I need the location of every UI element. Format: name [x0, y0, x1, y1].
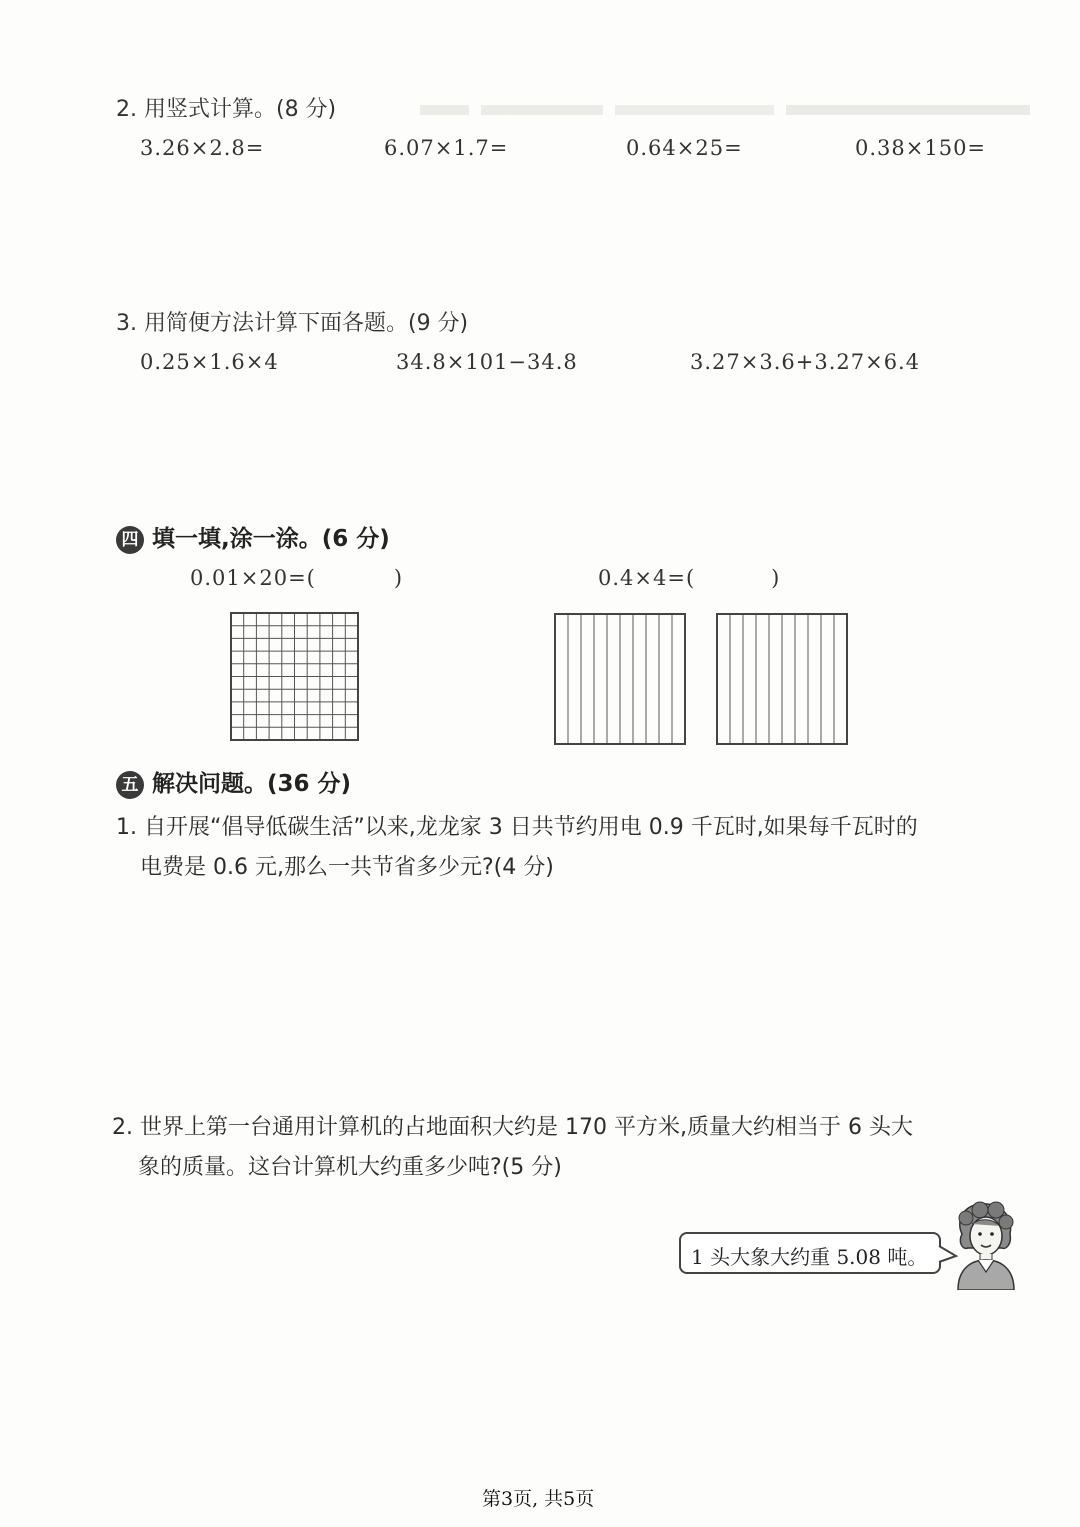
simplify-expression-3: 3.27×3.6+3.27×6.4: [690, 350, 921, 374]
problem-2-line-2: 象的质量。这台计算机大约重多少吨?(5 分): [138, 1155, 562, 1180]
page-footer: 第3页, 共5页: [482, 1488, 595, 1510]
fill-expression-left-close: ): [393, 566, 404, 590]
bleed-through-shadow: [420, 98, 1030, 122]
speech-bubble: [679, 1232, 941, 1274]
calc-expression-2: 6.07×1.7=: [384, 136, 509, 160]
calc-expression-1: 3.26×2.8=: [140, 136, 265, 160]
section-4-title: 填一填,涂一涂。(6 分): [152, 526, 390, 552]
problem-2-line-1: 2. 世界上第一台通用计算机的占地面积大约是 170 平方米,质量大约相当于 6 头大: [112, 1115, 913, 1140]
calc-expression-3: 0.64×25=: [626, 136, 743, 160]
simplify-expression-2: 34.8×101−34.8: [396, 350, 578, 374]
section-5-title: 解决问题。(36 分): [152, 771, 352, 797]
fill-expression-right-close: ): [771, 566, 781, 590]
problem-1-line-2: 电费是 0.6 元,那么一共节省多少元?(4 分): [140, 855, 554, 880]
question-2-title: 2. 用竖式计算。(8 分): [116, 97, 337, 122]
section-number-badge: 四: [116, 526, 144, 554]
tenths-strip-square-1[interactable]: [554, 612, 688, 746]
simplify-expression-1: 0.25×1.6×4: [140, 350, 279, 374]
section-5-heading: [116, 765, 351, 799]
fill-expression-left: [190, 566, 403, 590]
fill-expression-right: [598, 566, 780, 590]
speech-bubble-text: 1 头大象大约重 5.08 吨。: [691, 1245, 928, 1269]
fill-expression-right-text: 0.4×4=(: [598, 566, 696, 590]
tenths-strip-square-2[interactable]: [716, 612, 850, 746]
hundred-grid[interactable]: [230, 612, 362, 744]
section-number-badge: 五: [116, 771, 144, 799]
fill-expression-left-text: 0.01×20=(: [190, 566, 316, 590]
calc-expression-4: 0.38×150=: [855, 136, 987, 160]
question-3-title: 3. 用简便方法计算下面各题。(9 分): [116, 311, 469, 336]
section-4-heading: [116, 520, 390, 554]
teacher-avatar-icon: [950, 1200, 1022, 1290]
problem-1-line-1: 1. 自开展“倡导低碳生活”以来,龙龙家 3 日共节约用电 0.9 千瓦时,如果每千瓦时的: [116, 815, 918, 840]
